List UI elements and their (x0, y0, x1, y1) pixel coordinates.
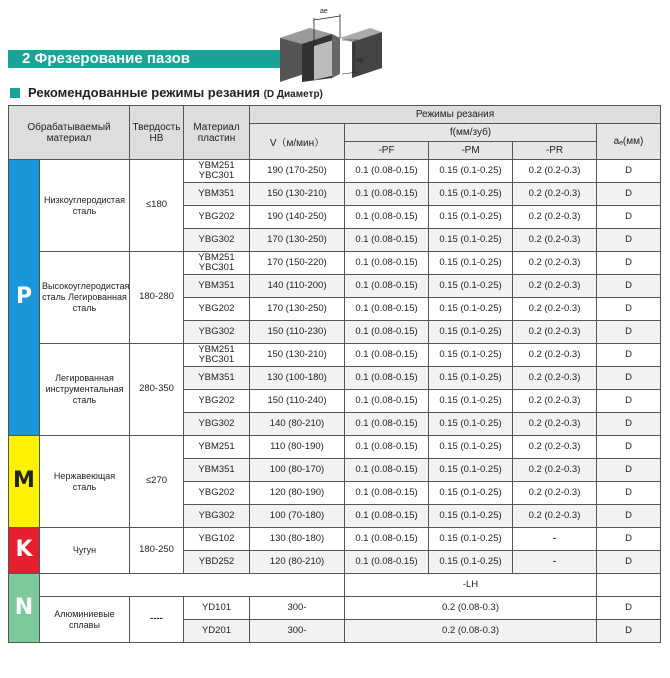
material-cell: Чугун (40, 528, 130, 574)
subtitle: Рекомендованные режимы резания (D Диаметр) (28, 85, 323, 100)
feed-pm-cell: 0.15 (0.1-0.25) (429, 436, 513, 459)
speed-cell: 140 (80-210) (250, 413, 345, 436)
grade-cell: YBG302 (184, 505, 250, 528)
feed-pm-cell: 0.15 (0.1-0.25) (429, 505, 513, 528)
material-cell: Высокоуглеродистая сталь Легированная сталь (40, 252, 130, 344)
hardness-cell: 180-280 (130, 252, 184, 344)
grade-cell: YBM351 (184, 183, 250, 206)
hardness-cell: ≤180 (130, 160, 184, 252)
speed-cell: 300- (250, 620, 345, 643)
header-modes: Режимы резания (250, 106, 661, 124)
ae-cell: D (597, 597, 661, 620)
section-title: 2 Фрезерование пазов (22, 50, 190, 67)
ae-cell: D (597, 436, 661, 459)
hardness-cell: 180-250 (130, 528, 184, 574)
feed-pm-cell: 0.15 (0.1-0.25) (429, 390, 513, 413)
ae-label: ae (320, 8, 328, 15)
feed-pr-cell: 0.2 (0.2-0.3) (513, 229, 597, 252)
grade-cell: YD101 (184, 597, 250, 620)
feed-pr-cell: - (513, 528, 597, 551)
feed-pm-cell: 0.15 (0.1-0.25) (429, 528, 513, 551)
grade-cell: YBM251 (184, 436, 250, 459)
feed-pf-cell: 0.1 (0.08-0.15) (345, 344, 429, 367)
grade-cell: YD201 (184, 620, 250, 643)
speed-cell: 140 (110-200) (250, 275, 345, 298)
speed-cell: 190 (170-250) (250, 160, 345, 183)
grade-cell: YBG302 (184, 413, 250, 436)
ae-cell: D (597, 367, 661, 390)
feed-pr-cell: 0.2 (0.2-0.3) (513, 344, 597, 367)
header-feed: f(мм/зуб) (345, 124, 597, 142)
feed-pr-cell: 0.2 (0.2-0.3) (513, 413, 597, 436)
feed-pr-cell: 0.2 (0.2-0.3) (513, 298, 597, 321)
feed-pf-cell: 0.1 (0.08-0.15) (345, 206, 429, 229)
ae-cell: D (597, 551, 661, 574)
header-pf: -PF (345, 142, 429, 160)
blank-cell (597, 574, 661, 597)
ae-cell: D (597, 390, 661, 413)
speed-cell: 300- (250, 597, 345, 620)
grade-cell: YBM351 (184, 459, 250, 482)
feed-pf-cell: 0.1 (0.08-0.15) (345, 275, 429, 298)
material-cell: Легированная инструментальная сталь (40, 344, 130, 436)
speed-cell: 100 (80-170) (250, 459, 345, 482)
ae-cell: D (597, 275, 661, 298)
grade-cell: YBM351 (184, 367, 250, 390)
speed-cell: 150 (130-210) (250, 344, 345, 367)
grade-cell: YBM251 YBC301 (184, 252, 250, 275)
feed-pr-cell: 0.2 (0.2-0.3) (513, 252, 597, 275)
speed-cell: 120 (80-210) (250, 551, 345, 574)
header-ae: aₑ(мм) (597, 124, 661, 160)
category-k: K (9, 528, 40, 574)
speed-cell: 170 (130-250) (250, 298, 345, 321)
feed-pf-cell: 0.1 (0.08-0.15) (345, 298, 429, 321)
feed-pf-cell: 0.1 (0.08-0.15) (345, 505, 429, 528)
feed-pf-cell: 0.1 (0.08-0.15) (345, 321, 429, 344)
grade-cell: YBG202 (184, 482, 250, 505)
feed-pm-cell: 0.15 (0.1-0.25) (429, 229, 513, 252)
ae-cell: D (597, 344, 661, 367)
feed-pf-cell: 0.1 (0.08-0.15) (345, 390, 429, 413)
header-pm: -PM (429, 142, 513, 160)
grade-cell: YBG202 (184, 298, 250, 321)
feed-pr-cell: - (513, 551, 597, 574)
feed-pm-cell: 0.15 (0.1-0.25) (429, 344, 513, 367)
table-row (9, 344, 661, 367)
feed-pm-cell: 0.15 (0.1-0.25) (429, 321, 513, 344)
feed-pm-cell: 0.15 (0.1-0.25) (429, 160, 513, 183)
ae-cell: D (597, 459, 661, 482)
header-pr: -PR (513, 142, 597, 160)
ae-cell: D (597, 183, 661, 206)
header-hardness: Твердость HB (130, 106, 184, 160)
material-cell: Алюминиевые сплавы (40, 597, 130, 643)
slot-milling-diagram (270, 0, 390, 84)
hardness-cell: ---- (130, 597, 184, 643)
header-material: Обрабатываемый материал (9, 106, 130, 160)
table-row (9, 597, 661, 620)
speed-cell: 170 (150-220) (250, 252, 345, 275)
feed-pm-cell: 0.15 (0.1-0.25) (429, 252, 513, 275)
feed-pm-cell: 0.15 (0.1-0.25) (429, 551, 513, 574)
feed-pf-cell: 0.1 (0.08-0.15) (345, 252, 429, 275)
material-cell: Низкоуглеродистая сталь (40, 160, 130, 252)
speed-cell: 150 (130-210) (250, 183, 345, 206)
feed-pr-cell: 0.2 (0.2-0.3) (513, 321, 597, 344)
feed-pm-cell: 0.15 (0.1-0.25) (429, 298, 513, 321)
feed-pm-cell: 0.15 (0.1-0.25) (429, 183, 513, 206)
feed-pr-cell: 0.2 (0.2-0.3) (513, 206, 597, 229)
grade-cell: YBG302 (184, 321, 250, 344)
feed-pr-cell: 0.2 (0.2-0.3) (513, 436, 597, 459)
ae-cell: D (597, 482, 661, 505)
feed-pr-cell: 0.2 (0.2-0.3) (513, 482, 597, 505)
feed-pf-cell: 0.1 (0.08-0.15) (345, 482, 429, 505)
cutting-modes-table (8, 105, 661, 643)
grade-cell: YBG302 (184, 229, 250, 252)
ae-cell: D (597, 298, 661, 321)
table-row (9, 252, 661, 275)
feed-pf-cell: 0.1 (0.08-0.15) (345, 183, 429, 206)
feed-pf-cell: 0.1 (0.08-0.15) (345, 413, 429, 436)
feed-pf-cell: 0.1 (0.08-0.15) (345, 160, 429, 183)
speed-cell: 100 (70-180) (250, 505, 345, 528)
speed-cell: 130 (100-180) (250, 367, 345, 390)
table-body (9, 160, 661, 643)
feed-pr-cell: 0.2 (0.2-0.3) (513, 390, 597, 413)
speed-cell: 170 (130-250) (250, 229, 345, 252)
ap-label: ap (356, 57, 364, 64)
ae-cell: D (597, 413, 661, 436)
ae-cell: D (597, 206, 661, 229)
material-cell: Нержавеющая сталь (40, 436, 130, 528)
category-n: N (9, 574, 40, 643)
hardness-cell: ≤270 (130, 436, 184, 528)
speed-cell: 130 (80-180) (250, 528, 345, 551)
category-p: P (9, 160, 40, 436)
blank-cell (40, 574, 345, 597)
feed-cell: 0.2 (0.08-0.3) (345, 597, 597, 620)
feed-pm-cell: 0.15 (0.1-0.25) (429, 482, 513, 505)
category-m: M (9, 436, 40, 528)
table-row (9, 436, 661, 459)
speed-cell: 150 (110-240) (250, 390, 345, 413)
grade-cell: YBM351 (184, 275, 250, 298)
feed-pm-cell: 0.15 (0.1-0.25) (429, 206, 513, 229)
grade-cell: YBG202 (184, 390, 250, 413)
feed-cell: 0.2 (0.08-0.3) (345, 620, 597, 643)
feed-pr-cell: 0.2 (0.2-0.3) (513, 275, 597, 298)
feed-pm-cell: 0.15 (0.1-0.25) (429, 275, 513, 298)
grade-cell: YBG202 (184, 206, 250, 229)
grade-cell: YBM251 YBC301 (184, 344, 250, 367)
feed-pf-cell: 0.1 (0.08-0.15) (345, 459, 429, 482)
header-grade: Материал пластин (184, 106, 250, 160)
grade-cell: YBD252 (184, 551, 250, 574)
table-row (9, 574, 661, 597)
grade-cell: YBM251 YBC301 (184, 160, 250, 183)
ae-cell: D (597, 160, 661, 183)
feed-pf-cell: 0.1 (0.08-0.15) (345, 436, 429, 459)
ae-cell: D (597, 321, 661, 344)
ae-cell: D (597, 528, 661, 551)
table-row (9, 160, 661, 183)
feed-pr-cell: 0.2 (0.2-0.3) (513, 459, 597, 482)
speed-cell: 190 (140-250) (250, 206, 345, 229)
speed-cell: 150 (110-230) (250, 321, 345, 344)
hardness-cell: 280-350 (130, 344, 184, 436)
grade-cell: YBG102 (184, 528, 250, 551)
ae-cell: D (597, 505, 661, 528)
subtitle-marker (10, 88, 20, 98)
feed-pr-cell: 0.2 (0.2-0.3) (513, 367, 597, 390)
speed-cell: 120 (80-190) (250, 482, 345, 505)
ae-cell: D (597, 620, 661, 643)
header-speed: V（м/мин） (250, 124, 345, 160)
feed-pf-cell: 0.1 (0.08-0.15) (345, 229, 429, 252)
feed-pm-cell: 0.15 (0.1-0.25) (429, 413, 513, 436)
feed-pr-cell: 0.2 (0.2-0.3) (513, 183, 597, 206)
ae-cell: D (597, 229, 661, 252)
feed-pm-cell: 0.15 (0.1-0.25) (429, 459, 513, 482)
speed-cell: 110 (80-190) (250, 436, 345, 459)
feed-pr-cell: 0.2 (0.2-0.3) (513, 505, 597, 528)
feed-pm-cell: 0.15 (0.1-0.25) (429, 367, 513, 390)
feed-pf-cell: 0.1 (0.08-0.15) (345, 528, 429, 551)
ae-cell: D (597, 252, 661, 275)
feed-pf-cell: 0.1 (0.08-0.15) (345, 551, 429, 574)
table-row (9, 528, 661, 551)
lh-label-cell: -LH (345, 574, 597, 597)
feed-pf-cell: 0.1 (0.08-0.15) (345, 367, 429, 390)
feed-pr-cell: 0.2 (0.2-0.3) (513, 160, 597, 183)
